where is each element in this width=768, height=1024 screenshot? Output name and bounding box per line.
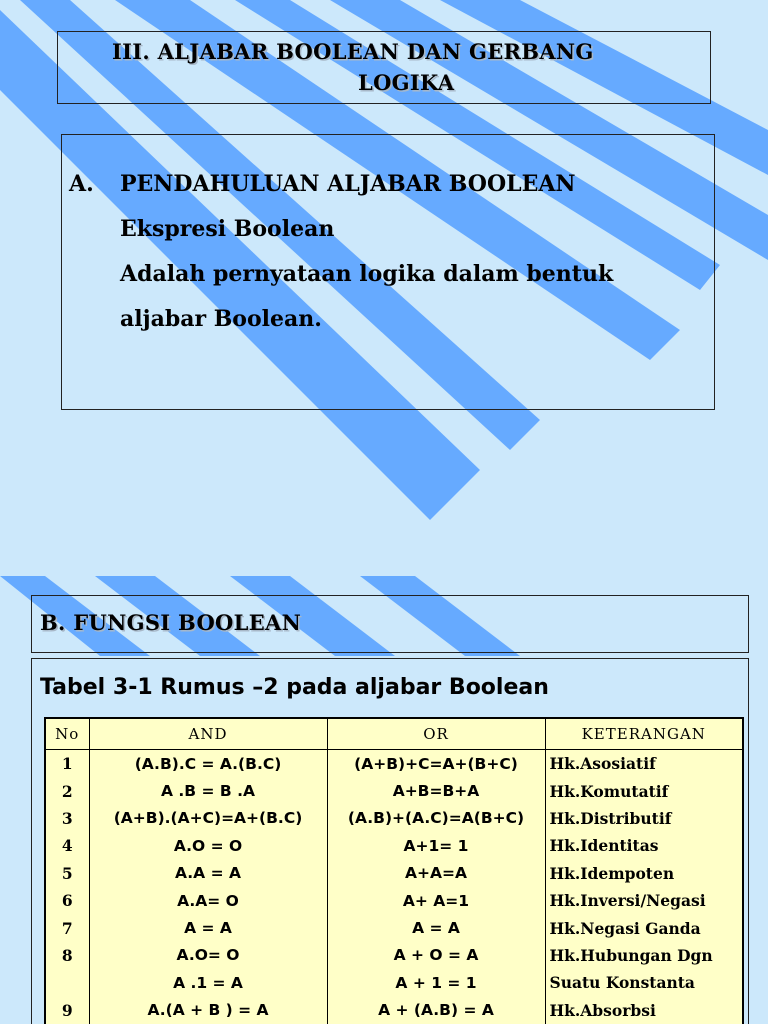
cell-or: A + 1 = 1 [327,969,545,996]
table-row [45,750,743,778]
cell-and: A .B = B .A [89,777,327,804]
slide-1-content-box [61,134,715,410]
table-row [45,887,743,914]
cell-keterangan: Hk.Distributif [549,808,672,828]
cell-no: 1 [45,750,89,778]
cell-keterangan: Hk.Hubungan Dgn [549,945,713,965]
table-row [45,914,743,941]
table-row [45,969,743,996]
cell-or: A+ A=1 [327,887,545,914]
slide-1-title-box [57,31,711,104]
cell-keterangan: Hk.Absorbsi [549,1000,656,1020]
cell-and: A.O = O [89,832,327,859]
boolean-rules-table [44,717,744,1024]
cell-no: 5 [45,860,89,887]
slide-2-title-box [31,595,749,653]
cell-and: A .1 = A [89,969,327,996]
cell-or: A+A=A [327,860,545,887]
cell-no: 7 [45,914,89,941]
cell-or: A + (A.B) = A [327,997,545,1024]
cell-and: A.(A + B ) = A [89,997,327,1024]
subheading: Ekspresi Boolean [120,216,335,242]
cell-keterangan: Hk.Inversi/Negasi [549,891,706,911]
cell-no: 6 [45,887,89,914]
slide-1-title-line-2: LOGIKA [358,70,455,95]
header-no: No [45,718,89,750]
cell-or: (A+B)+C=A+(B+C) [327,750,545,778]
section-marker: A. [69,171,94,197]
cell-and: A.A = A [89,860,327,887]
header-and: AND [89,718,327,750]
cell-keterangan: Hk.Negasi Ganda [549,918,701,938]
cell-or: A = A [327,914,545,941]
cell-and: (A.B).C = A.(B.C) [89,750,327,778]
definition-line-2: aljabar Boolean. [120,306,322,332]
cell-and: (A+B).(A+C)=A+(B.C) [89,805,327,832]
cell-and: A.A= O [89,887,327,914]
cell-or: A + O = A [327,942,545,969]
slide-1-title-line-1: III. ALJABAR BOOLEAN DAN GERBANG [112,39,594,64]
table-caption: Tabel 3-1 Rumus –2 pada aljabar Boolean [40,675,549,700]
table-header-row [45,718,743,750]
cell-no: 3 [45,805,89,832]
cell-keterangan: Hk.Asosiatif [549,754,656,774]
table-row [45,832,743,859]
cell-no [45,969,89,996]
slide-2-content-box [31,658,749,1024]
cell-keterangan: Hk.Komutatif [549,781,669,801]
cell-no: 4 [45,832,89,859]
cell-keterangan: Hk.Identitas [549,836,659,856]
table-row [45,777,743,804]
section-heading: PENDAHULUAN ALJABAR BOOLEAN [120,171,576,197]
cell-no: 2 [45,777,89,804]
cell-keterangan: Hk.Idempoten [549,863,675,883]
table-row [45,860,743,887]
cell-no: 8 [45,942,89,969]
cell-no: 9 [45,997,89,1024]
slide-2-title: B. FUNGSI BOOLEAN [40,610,302,635]
header-or: OR [327,718,545,750]
cell-or: A+B=B+A [327,777,545,804]
table-row [45,942,743,969]
slide-2 [0,576,768,1024]
cell-or: (A.B)+(A.C)=A(B+C) [327,805,545,832]
header-keterangan: KETERANGAN [545,718,743,750]
cell-and: A.O= O [89,942,327,969]
cell-or: A+1= 1 [327,832,545,859]
table-row [45,997,743,1024]
table-row [45,805,743,832]
cell-keterangan: Suatu Konstanta [549,973,695,993]
cell-and: A = A [89,914,327,941]
definition-line-1: Adalah pernyataan logika dalam bentuk [120,261,614,287]
